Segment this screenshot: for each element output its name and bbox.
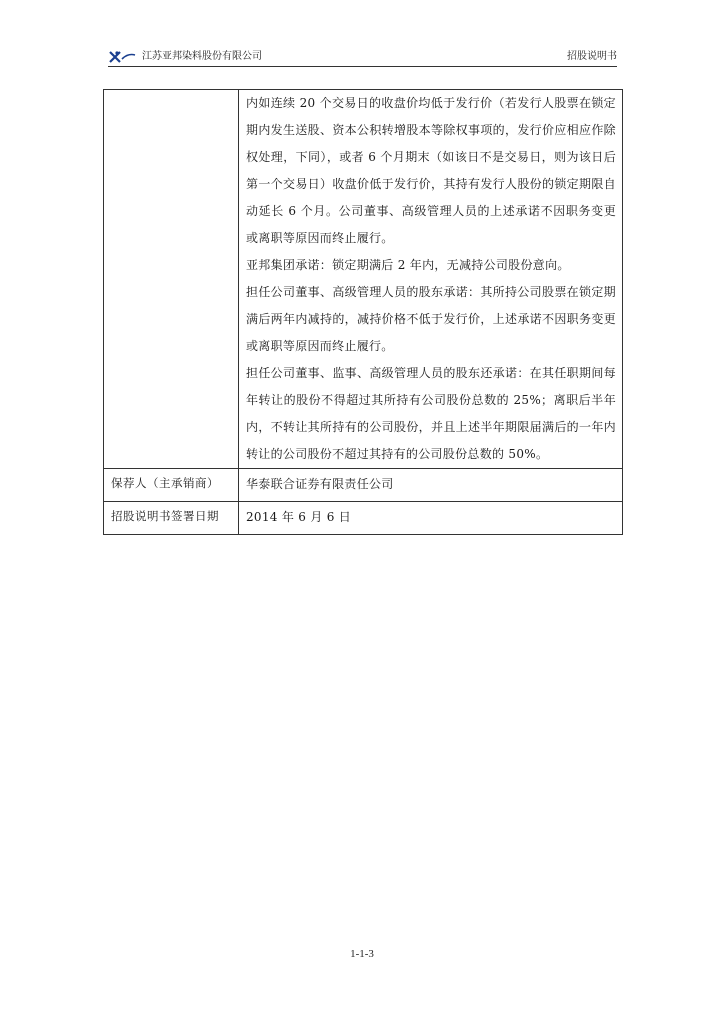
sponsor-value: 华泰联合证券有限责任公司 — [246, 477, 394, 491]
document-type: 招股说明书 — [567, 51, 617, 62]
table-row-sign-date — [104, 502, 623, 535]
page-number: 1-1-3 — [350, 948, 374, 960]
sign-date-label: 招股说明书签署日期 — [111, 509, 219, 523]
commitments-cell — [239, 90, 623, 469]
company-logo — [108, 50, 136, 64]
sign-date-value-cell — [239, 502, 623, 535]
sponsor-label-cell — [104, 469, 239, 502]
page-header — [108, 50, 617, 67]
sign-date-label-cell — [104, 502, 239, 535]
company-name: 江苏亚邦染料股份有限公司 — [142, 51, 262, 62]
commitment-paragraph-4: 担任公司董事、监事、高级管理人员的股东还承诺：在其任职期间每年转让的股份不得超过其所持有公司股份总数的 25%；离职后半年内，不转让其所持有的公司股份，并且上述半年期限届满后的一年内转让的公司股份不超过其持有的公司股份总数的 50%。 — [246, 366, 616, 461]
table-row-lockup-commitments — [104, 90, 623, 469]
sponsor-label: 保荐人（主承销商） — [111, 476, 219, 490]
sign-date-value: 2014 年 6 月 6 日 — [246, 510, 352, 524]
sponsor-value-cell — [239, 469, 623, 502]
commitment-paragraph-1: 内如连续 20 个交易日的收盘价均低于发行价（若发行人股票在锁定期内发生送股、资本公积转增股本等除权事项的，发行价应相应作除权处理，下同），或者 6 个月期末（如该日不是交易日，则为该日后第一个交易日）收盘价低于发行价，其持有发行人股份的锁定期限自动延长 6 个月。公司董事、高级管理人员的上述承诺不因职务变更或离职等原因而终止履行。 — [246, 96, 616, 245]
commitment-paragraph-3: 担任公司董事、高级管理人员的股东承诺：其所持公司股票在锁定期满后两年内减持的，减持价格不低于发行价，上述承诺不因职务变更或离职等原因而终止履行。 — [246, 285, 616, 353]
commitment-paragraph-2: 亚邦集团承诺：锁定期满后 2 年内，无减持公司股份意向。 — [246, 258, 570, 272]
empty-label-cell — [104, 90, 239, 469]
info-table — [103, 89, 623, 535]
table-row-sponsor — [104, 469, 623, 502]
